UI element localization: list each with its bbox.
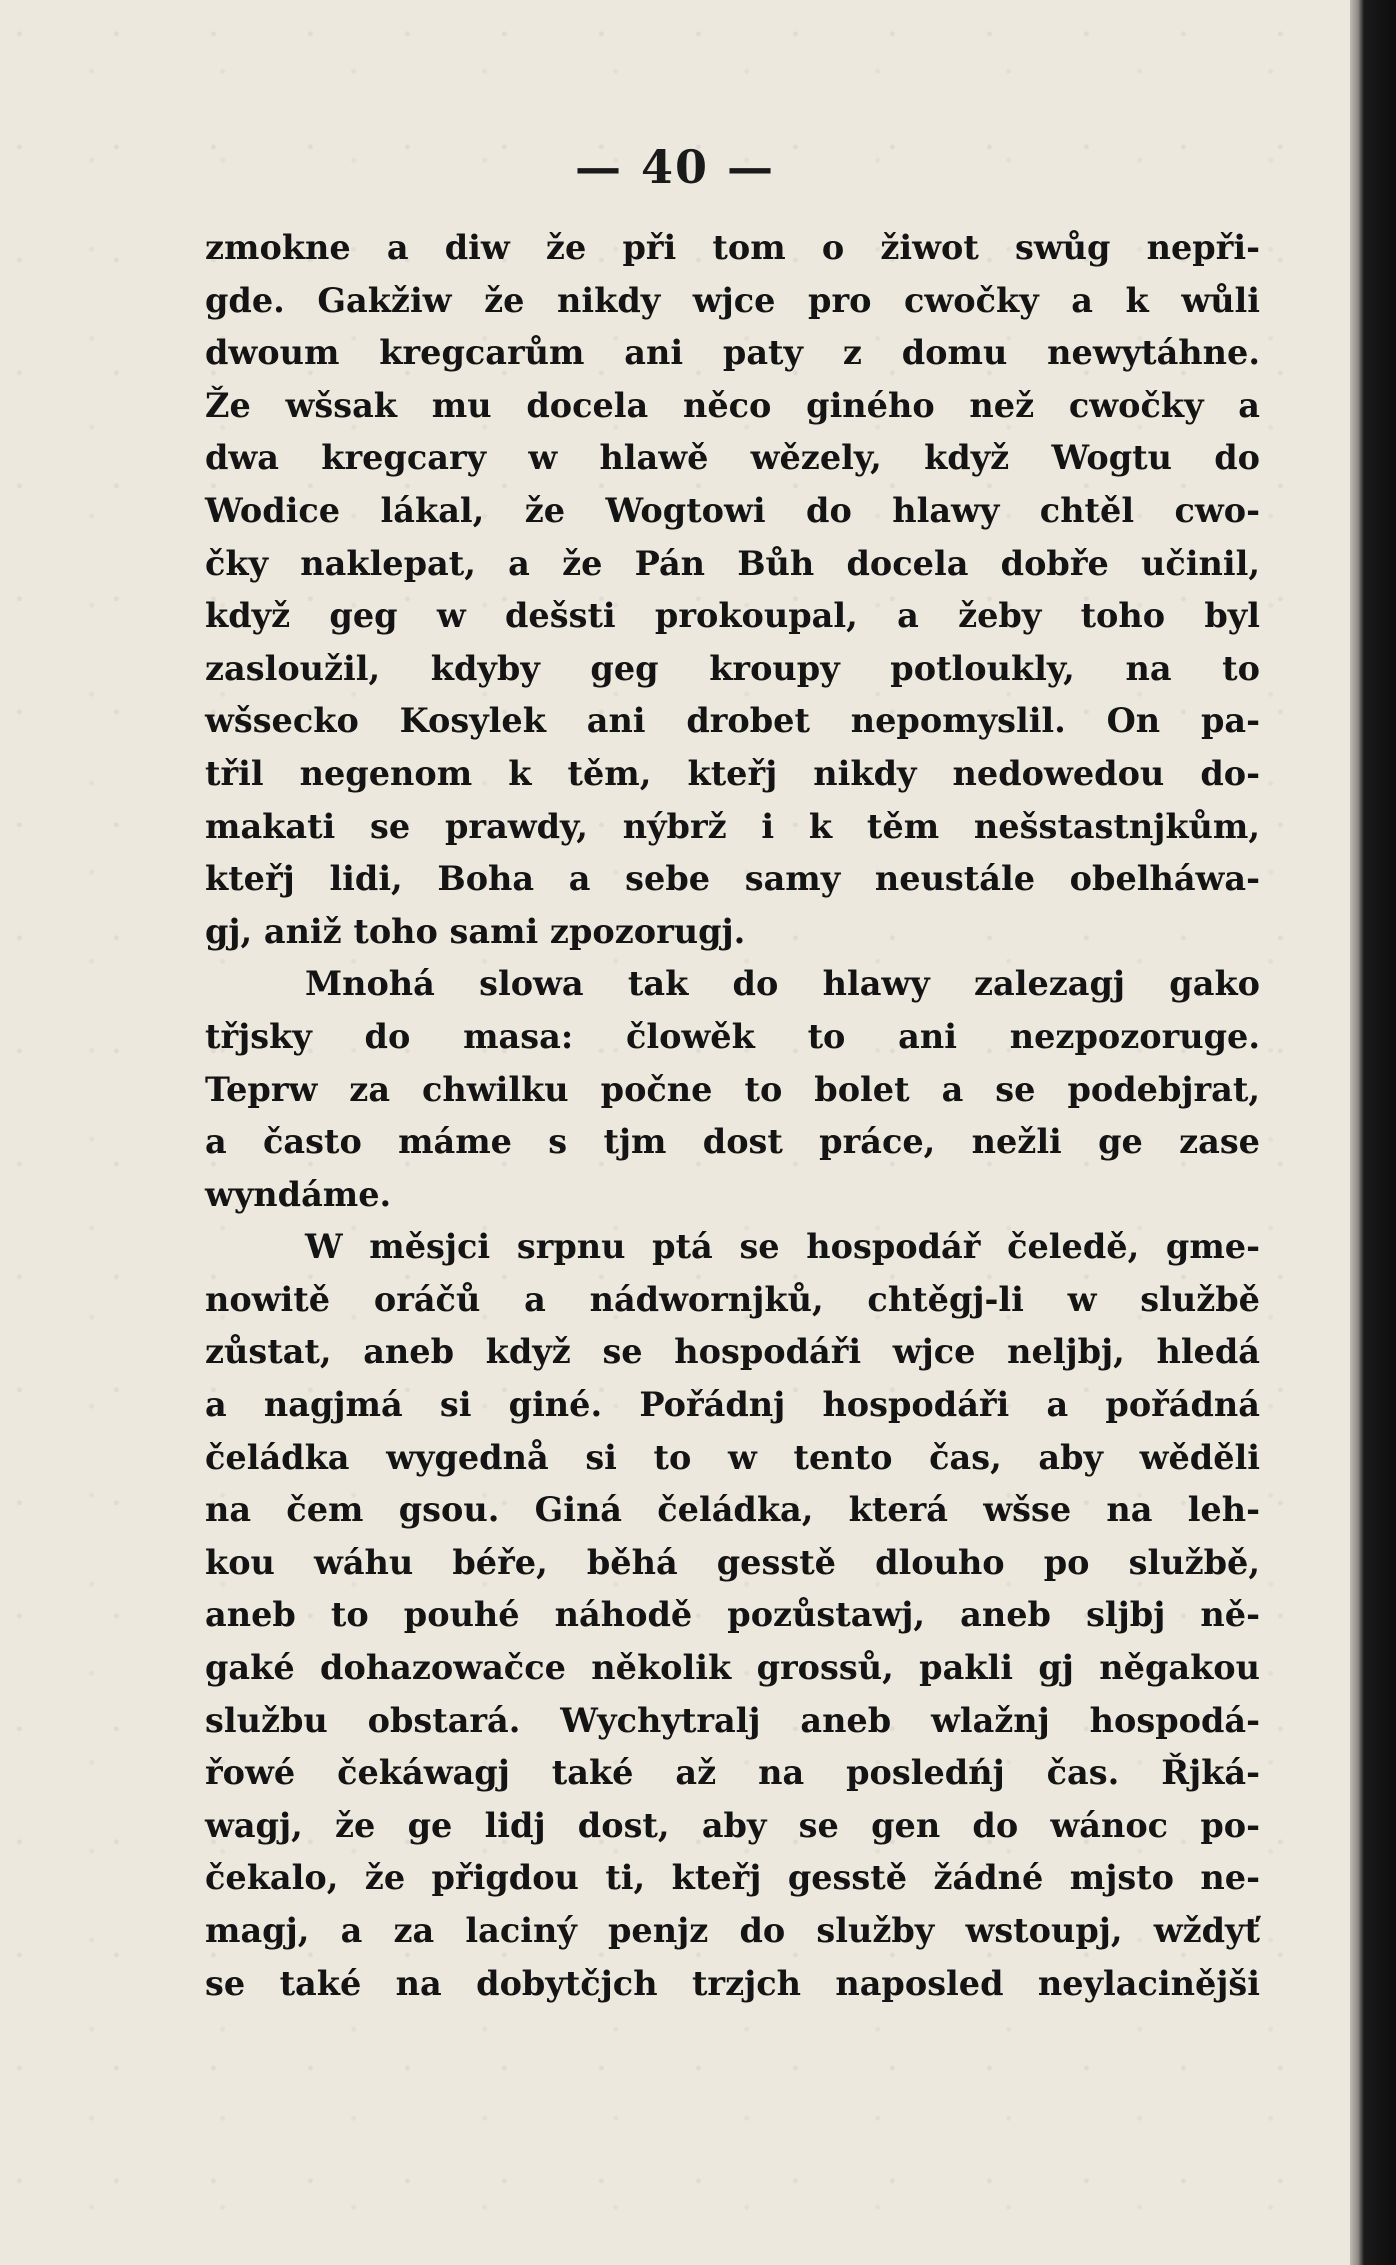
text-line: řowé čekáwagj také až na posledńj čas. Řjká- (205, 1753, 1260, 1793)
text-line: makati se prawdy, nýbrž i k těm nešstastnjkům, (205, 806, 1260, 846)
text-line: gde. Gakžiw že nikdy wjce pro cwočky a k wůli (205, 280, 1260, 320)
text-line: aneb to pouhé náhodě pozůstawj, aneb sljbj ně- (205, 1595, 1260, 1635)
text-line: se také na dobytčjch trzjch naposled neylacinějši (205, 1963, 1260, 2003)
page-number: — 40 — (574, 140, 776, 194)
text-line: Mnohá slowa tak do hlawy zalezagj gako (305, 964, 1260, 1004)
text-line: čekalo, že přigdou ti, kteřj gesstě žádné mjsto ne- (205, 1858, 1260, 1898)
text-line: wagj, že ge lidj dost, aby se gen do wánoc po- (205, 1805, 1260, 1845)
text-line: Teprw za chwilku počne to bolet a se podebjrat, (205, 1069, 1260, 1109)
text-line: službu obstará. Wychytralj aneb wlažnj hospodá- (205, 1700, 1260, 1740)
text-line: dwoum kregcarům ani paty z domu newytáhne. (205, 333, 1260, 373)
text-line: zasloužil, kdyby geg kroupy potloukly, na to (205, 648, 1260, 688)
text-line: třjsky do masa: člowěk to ani nezpozoruge. (205, 1016, 1260, 1056)
text-line: W měsjci srpnu ptá se hospodář čeledě, gme- (305, 1227, 1260, 1267)
text-line: zůstat, aneb když se hospodáři wjce neljbj, hledá (205, 1332, 1260, 1372)
text-line: čeládka wygednå si to w tento čas, aby wěděli (205, 1437, 1260, 1477)
text-line: gaké dohazowačce několik grossů, pakli gj něgakou (205, 1648, 1260, 1688)
text-line: Wodice lákal, že Wogtowi do hlawy chtěl cwo- (205, 490, 1260, 530)
text-line: wšsecko Kosylek ani drobet nepomyslil. On pa- (205, 701, 1260, 741)
text-line: kou wáhu béře, běhá gesstě dlouho po službě, (205, 1542, 1260, 1582)
text-line: Že wšsak mu docela něco giného než cwočky a (205, 385, 1260, 425)
text-line: wyndáme. (205, 1174, 392, 1214)
page-body-text (205, 222, 1260, 2010)
text-line: gj, aniž toho sami zpozorugj. (205, 911, 746, 951)
text-line: zmokne a diw že při tom o žiwot swůg nepři- (205, 228, 1260, 267)
text-line: na čem gsou. Giná čeládka, která wšse na leh- (205, 1490, 1260, 1530)
text-line: dwa kregcary w hlawě wězely, když Wogtu do (205, 438, 1260, 478)
text-line: když geg w dešsti prokoupal, a žeby toho byl (205, 596, 1260, 636)
text-line: třil negenom k těm, kteřj nikdy nedowedou do- (205, 753, 1260, 793)
text-line: nowitě oráčů a nádwornjků, chtěgj-li w službě (205, 1279, 1260, 1319)
text-line: magj, a za laciný penjz do služby wstoupj, wždyť (205, 1911, 1260, 1950)
text-line: čky naklepat, a že Pán Bůh docela dobře učinil, (205, 543, 1260, 583)
text-line: a nagjmá si giné. Pořádnj hospodáři a pořádná (205, 1385, 1260, 1425)
text-line: kteřj lidi, Boha a sebe samy neustále obelháwa- (205, 859, 1260, 899)
page-edge-shadow (1350, 0, 1396, 2265)
text-line: a často máme s tjm dost práce, nežli ge zase (205, 1122, 1260, 1162)
